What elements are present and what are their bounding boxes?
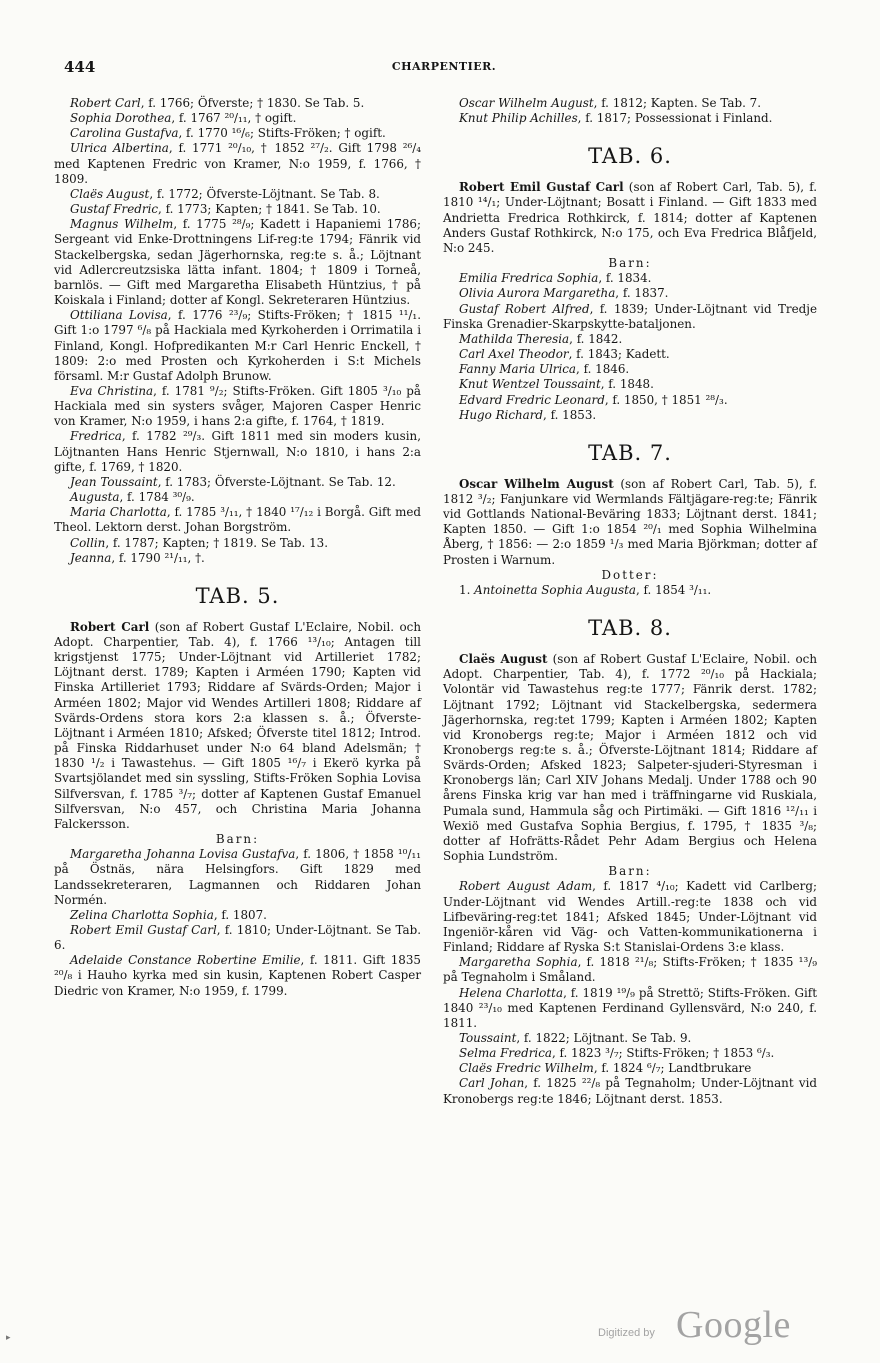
tab-lead-paragraph — [54, 620, 421, 832]
entry-text: , f. 1775 ²⁸/₉; Kadett i Hapaniemi 1786; Sergeant vid Enke-Drottningens Lif-reg:te 1794; Fänrik vid Stackelbergska, sedan Jägerhornska, reg:te s. å.; Löjtnant vid Adlercreutzsiska lätta infant. 1804; † 1809 i Torneå, barnlös. — Gift med Margaretha Elisabeth Hüntzius, † på Koiskala i Finland; dotter af Kongl. Sekreteraren Hüntzius. — [54, 217, 421, 308]
child-entry — [54, 908, 421, 923]
tab-8-section — [443, 616, 817, 1107]
person-name: Oscar Wilhelm August — [459, 96, 594, 110]
person-name: Ulrica Albertina — [70, 141, 169, 156]
person-name: Toussaint — [459, 1030, 517, 1045]
tab-5-section — [54, 584, 421, 999]
right-column — [443, 96, 817, 1107]
child-entry — [443, 408, 817, 423]
children-label: Dotter: — [601, 567, 659, 582]
entry-text: , f. 1818 ²¹/₈; Stifts-Fröken; † 1835 ¹³/₉ på Tegnaholm i Småland. — [443, 955, 817, 985]
entry-text: , f. 1822; Löjtnant. Se Tab. 9. — [516, 1030, 692, 1045]
child-entry — [443, 583, 817, 598]
digitized-by-google-watermark — [598, 1303, 798, 1351]
person-name: Antoinetta Sophia Augusta — [474, 582, 636, 597]
child-entry — [443, 362, 817, 377]
person-name: Fanny Maria Ulrica — [459, 362, 577, 377]
entry-text: , f. 1771 ²⁰/₁₀, † 1852 ²⁷/₂. Gift 1798 ²⁶/₄ med Kaptenen Fredric von Kramer, N:o 1959, f. 1766, † 1809. — [54, 141, 421, 186]
entry-text: , f. 1850, † 1851 ²⁸/₃. — [604, 392, 728, 407]
entry — [54, 490, 421, 505]
entry-text: , f. 1812; Kapten. Se Tab. 7. — [593, 96, 761, 110]
watermark-by-text: Digitized by — [598, 1327, 655, 1339]
entry-text: , f. 1807. — [213, 907, 267, 922]
entry-text: , f. 1784 ³⁰/₉. — [119, 490, 195, 505]
tab-heading: TAB. 8. — [588, 616, 672, 641]
entry-text: , f. 1837. — [615, 286, 669, 301]
person-name: Hugo Richard — [459, 407, 544, 422]
entry-text: , f. 1834. — [598, 271, 652, 286]
entry-text: , f. 1848. — [600, 377, 654, 392]
entry-text: , f. 1787; Kapten; † 1819. Se Tab. 13. — [105, 535, 328, 550]
entry-text: , f. 1819 ¹⁹/₉ på Strettö; Stifts-Fröken. Gift 1840 ²³/₁₀ med Kaptenen Ferdinand Gyllensvärd, N:o 240, f. 1811. — [443, 985, 817, 1030]
entry-text: , f. 1783; Öfverste-Löjtnant. Se Tab. 12. — [157, 474, 396, 489]
person-name: Jeanna — [70, 550, 112, 565]
entry-text: , f. 1782 ²⁹/₃. Gift 1811 med sin moders kusin, Löjtnanten Hans Henric Stjernwall, N:o 1810, i hans 2:a gifte, f. 1769, † 1820. — [54, 429, 421, 474]
entry-text: , f. 1767 ²⁰/₁₁, † ogift. — [171, 111, 297, 126]
entry — [443, 111, 817, 126]
person-name: Margaretha Johanna Lovisa Gustafva — [70, 847, 296, 862]
person-name: Carl Axel Theodor — [459, 347, 569, 362]
entry — [54, 308, 421, 384]
child-entry — [54, 847, 421, 908]
person-name: Eva Christina — [70, 383, 154, 398]
person-name: Robert Emil Gustaf Carl — [70, 922, 217, 937]
entry — [54, 202, 421, 217]
entry-text: , f. 1776 ²³/₉; Stifts-Fröken; † 1815 ¹¹/₁. Gift 1:o 1797 ⁶/₈ på Hackiala med Kyrkoherden i Orrimatila i Finland, Kongl. Hofpredikanten M:r Carl Henric Enckell, † 1809: 2:o med Prosten och Kyrkoherden i S:t Michels församl. M:r Gustaf Adolph Brunow. — [54, 308, 421, 383]
child-entry — [443, 955, 817, 985]
child-entry — [443, 1076, 817, 1106]
tab-6-section — [443, 144, 817, 423]
person-name: Collin — [70, 535, 106, 550]
lead-text: (son af Robert Gustaf L'Eclaire, Nobil. och Adopt. Charpentier, Tab. 4), f. 1766 ¹³/₁₀; Antagen till krigstjenst 1775; Under-Löjtnant vid Artilleriet 1782; Löjtnant derst. 1789; Kapten i Arméen 1790; Kapten vid Finska Artilleriet 1793; Riddare af Svärds-Orden; Major i Arméen 1802; Major vid Wendes Artilleri 1808; Riddare af Svärds-Ordens stora kors 2:a klassen s. å.; Öfverste-Löjtnant i Arméen 1810; Afsked; Öfverste titel 1812; Introd. på Finska Riddarhuset under N:o 64 bland Adelsmän; † 1830 ¹/₂ i Tawastehus. — Gift 1805 ¹⁶/₇ i Ekerö kyrka på Svartsjölandet med sin syssling, Stifts-Fröken Sophia Lovisa Silfversvan, f. 1785 ³/₇; dotter af Kaptenen Gustaf Emanuel Silfversvan, N:o 457, och Christina Maria Johanna Falckersson. — [54, 619, 421, 831]
google-logo: Google — [676, 1304, 791, 1346]
tab-heading: TAB. 7. — [588, 440, 672, 465]
entry-text: , f. 1842. — [569, 331, 623, 346]
entry — [443, 96, 817, 111]
child-entry — [443, 393, 817, 408]
entry-text: , f. 1773; Kapten; † 1841. Se Tab. 10. — [158, 202, 381, 217]
entry-text: , f. 1770 ¹⁶/₆; Stifts-Fröken; † ogift. — [178, 126, 386, 141]
entry — [54, 96, 421, 111]
tab-heading: TAB. 6. — [588, 144, 672, 169]
person-name: Emilia Fredrica Sophia — [459, 271, 599, 286]
family-list-continued — [443, 96, 817, 126]
person-name: Robert Carl — [70, 96, 141, 110]
entry — [54, 475, 421, 490]
entry — [54, 429, 421, 474]
entry — [54, 141, 421, 186]
person-name: Maria Charlotta — [70, 505, 167, 520]
entry-text: , f. 1785 ³/₁₁, † 1840 ¹⁷/₁₂ i Borgå. Gift med Theol. Lektorn derst. Johan Borgström. — [54, 505, 421, 535]
entry — [54, 111, 421, 126]
page-header — [64, 58, 824, 80]
child-entry — [443, 1061, 817, 1076]
child-number: 1. — [459, 582, 475, 597]
lead-name: Robert Carl — [70, 619, 150, 634]
entry — [54, 217, 421, 308]
child-entry — [443, 879, 817, 955]
person-name: Gustaf Fredric — [70, 202, 159, 217]
person-name: Claës August — [70, 186, 150, 201]
entry-text: , f. 1825 ²²/₈ på Tegnaholm; Under-Löjtnant vid Kronobergs reg:te 1846; Löjtnant derst. 1853. — [443, 1076, 817, 1106]
child-entry — [443, 347, 817, 362]
child-entry — [443, 1046, 817, 1061]
entry-text: , f. 1766; Öfverste; † 1830. Se Tab. 5. — [140, 96, 365, 110]
person-name: Fredrica — [70, 429, 122, 444]
person-name: Augusta — [70, 490, 120, 505]
entry-text: , f. 1824 ⁶/₇; Landtbrukare — [593, 1061, 752, 1076]
tab-lead-paragraph — [443, 477, 817, 568]
person-name: Claës Fredric Wilhelm — [459, 1061, 594, 1076]
child-entry — [443, 302, 817, 332]
child-entry — [443, 286, 817, 301]
entry — [54, 187, 421, 202]
person-name: Olivia Aurora Margaretha — [459, 286, 616, 301]
person-name: Zelina Charlotta Sophia — [70, 907, 214, 922]
entry-text: , f. 1854 ³/₁₁. — [635, 582, 712, 597]
entry — [54, 536, 421, 551]
person-name: Carl Johan — [459, 1076, 525, 1091]
entry-text: , f. 1810; Under-Löjtnant. Se Tab. 6. — [54, 922, 421, 953]
child-entry — [54, 953, 421, 998]
entry — [54, 384, 421, 429]
entry-text: , f. 1811. Gift 1835 ²⁰/₈ i Hauho kyrka med sin kusin, Kaptenen Robert Casper Diedric von Kramer, N:o 1959, f. 1799. — [54, 953, 422, 998]
entry-text: , f. 1790 ²¹/₁₁, †. — [111, 550, 205, 565]
entry-text: , f. 1817; Possessionat i Finland. — [577, 111, 773, 126]
person-name: Jean Toussaint — [70, 474, 158, 489]
child-entry — [443, 332, 817, 347]
person-name: Gustaf Robert Alfred — [459, 301, 590, 316]
page-number: 444 — [64, 58, 96, 76]
entry-text: , f. 1853. — [543, 407, 597, 422]
child-entry — [443, 986, 817, 1031]
child-entry — [443, 271, 817, 286]
lead-name: Claës August — [459, 652, 548, 667]
family-list — [54, 96, 421, 566]
person-name: Selma Fredrica — [459, 1046, 552, 1061]
tab-heading: TAB. 5. — [195, 583, 280, 608]
entry-text: , f. 1843; Kadett. — [568, 347, 670, 362]
person-name: Adelaide Constance Robertine Emilie — [70, 953, 301, 968]
tab-7-section — [443, 441, 817, 598]
entry — [54, 126, 421, 141]
person-name: Knut Wentzel Toussaint — [459, 377, 601, 392]
child-entry — [54, 923, 421, 953]
running-head: CHARPENTIER. — [391, 60, 497, 73]
margin-arrow-icon: ▸ — [6, 1333, 11, 1343]
lead-text: (son af Robert Gustaf L'Eclaire, Nobil. och Adopt. Charpentier, Tab. 4), f. 1772 ²⁰/₁₀ på Hackiala; Volontär vid Tawastehus reg:te 1777; Fänrik derst. 1782; Löjtnant 1792; Löjtnant vid Stackelbergska, sedermera Jägerhornska, reg:tet 1799; Kapten i Arméen 1802; Kapten vid Kronobergs reg:te; Major i Arméen 1812 och vid Kronobergs reg:te s. å.; Öfverste-Löjtnant 1814; Riddare af Svärds-Orden; Afsked 1823; Salpeter-sjuderi-Styresman i Kronobergs län; Carl XIV Johans Medalj. Under 1788 och 90 årens Finska krig var han med i träffningarne vid Ruskiala, Pumala sund, Hammula såg och Pirtimäki. — Gift 1816 ¹²/₁₁ i Wexiö med Gustafva Sophia Bergius, f. 1795, † 1835 ³/₈; dotter af Hofrätts-Rådet Pehr Adam Bergius och Helena Sophia Lundström. — [443, 652, 817, 864]
entry-text: , f. 1823 ³/₇; Stifts-Fröken; † 1853 ⁶/₃. — [551, 1046, 775, 1061]
entry-text: , f. 1781 ⁹/₂; Stifts-Fröken. Gift 1805 ³/₁₀ på Hackiala med sin systers svåger, Majoren Casper Henric von Kramer, N:o 1959, i hans 2:a gifte, f. 1764, † 1819. — [54, 383, 421, 429]
entry — [54, 551, 421, 566]
person-name: Edvard Fredric Leonard — [459, 392, 605, 407]
entry-text: , f. 1772; Öfverste-Löjtnant. Se Tab. 8. — [149, 186, 380, 201]
person-name: Margaretha Sophia — [459, 955, 578, 970]
entry-text: , f. 1846. — [576, 362, 630, 377]
person-name: Mathilda Theresia — [459, 331, 570, 346]
tab-lead-paragraph — [443, 180, 817, 256]
lead-name: Robert Emil Gustaf Carl — [459, 180, 624, 195]
children-label: Barn: — [608, 256, 652, 271]
person-name: Carolina Gustafva — [70, 126, 179, 141]
child-entry — [443, 1031, 817, 1046]
lead-text: (son af Robert Carl, Tab. 5), f. 1812 ³/₂; Fanjunkare vid Wermlands Fältjägare-reg:te; Fänrik vid Gottlands National-Beväring 1833; Löjtnant derst. 1841; Kapten 1850. — Gift 1:o 1854 ²⁰/₁ med Sophia Wilhelmina Åberg, † 1856: — 2:o 1859 ¹/₃ med Maria Björkman; dotter af Prosten i Warnum. — [443, 476, 817, 567]
person-name: Helena Charlotta — [459, 985, 564, 1000]
tab-lead-paragraph — [443, 652, 817, 864]
person-name: Knut Philip Achilles — [459, 111, 578, 126]
person-name: Ottiliana Lovisa — [70, 308, 168, 323]
person-name: Robert August Adam — [459, 879, 593, 894]
lead-name: Oscar Wilhelm August — [459, 476, 614, 491]
entry-text: , f. 1817 ⁴/₁₀; Kadett vid Carlberg; Under-Löjtnant vid Wendes Artill.-reg:te 1838 och vid Lifbeväring-reg:tet 1841; Afsked 1845; Under-Löjtnant vid Ingeniör-kåren vid Väg- och Vatten-kommunikationerna i Finland; Riddare af Ryska S:t Stanislai-Ordens 3:e klass. — [443, 879, 817, 955]
lead-text: (son af Robert Carl, Tab. 5), f. 1810 ¹⁴/₁; Under-Löjtnant; Bosatt i Finland. — Gift 1833 med Andrietta Fredrica Rothkirck, f. 1814; dotter af Kaptenen Anders Gustaf Rothkirck, N:o 175, och Eva Fredrica Blåfjeld, N:o 245. — [443, 180, 817, 255]
child-entry — [443, 377, 817, 392]
person-name: Magnus Wilhelm — [70, 217, 174, 232]
entry — [54, 505, 421, 535]
children-label: Barn: — [215, 832, 260, 847]
entry-text: , f. 1839; Under-Löjtnant vid Tredje Finska Grenadier-Skarpskytte-bataljonen. — [443, 301, 817, 331]
entry-text: , f. 1806, † 1858 ¹⁰/₁₁ på Östnäs, nära Helsingfors. Gift 1829 med Landssekreteraren, Lagmannen och Riddaren Johan Normén. — [54, 847, 421, 907]
person-name: Sophia Dorothea — [70, 111, 172, 126]
left-column — [54, 96, 421, 999]
children-label: Barn: — [608, 864, 652, 879]
